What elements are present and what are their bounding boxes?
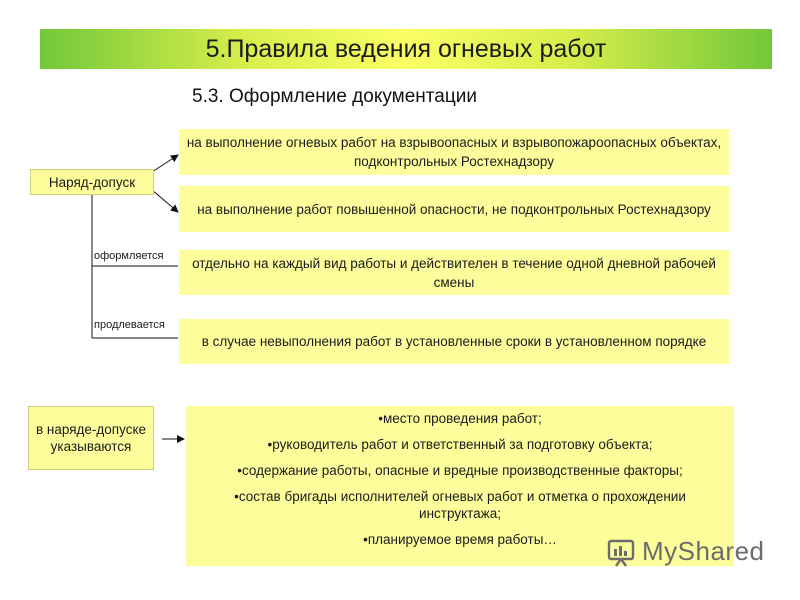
list-item: •планируемое время работы… <box>363 532 557 547</box>
arrow-to-box-1 <box>152 155 178 172</box>
specified-label: в наряде-допуске указываются <box>35 422 147 454</box>
box-per-work-type-text: отдельно на каждый вид работы и действителен в течение одной дневной рабочей смены <box>192 255 716 290</box>
box-per-work-type <box>179 250 729 295</box>
permit-label: Наряд-допуск <box>48 174 136 190</box>
arrow-to-box-2 <box>152 190 178 212</box>
label-extended: продлевается <box>94 319 165 331</box>
watermark-text: MyShared <box>642 536 765 566</box>
watermark <box>606 536 765 567</box>
list-item: •место проведения работ; <box>378 411 542 426</box>
box-high-danger-works <box>179 186 729 232</box>
permit-label-box <box>30 169 154 195</box>
box-extension-case <box>179 319 729 364</box>
list-item: •руководитель работ и ответственный за подготовку объекта; <box>267 437 653 452</box>
section-subtitle: 5.3. Оформление документации <box>192 86 477 107</box>
list-item: •содержание работы, опасные и вредные производственные факторы; <box>237 463 683 478</box>
box-explosive-objects-text: на выполнение огневых работ на взрывоопасных и взрывопожароопасных объектах, подконтрольных Ростехнадзору <box>186 135 722 169</box>
list-item: •состав бригады исполнителей огневых работ и отметка о прохождении инструктажа; <box>234 489 686 521</box>
box-high-danger-works-text: на выполнение работ повышенной опасности, не подконтрольных Ростехнадзору <box>197 201 711 217</box>
label-issued: оформляется <box>94 250 164 262</box>
myshared-logo-icon <box>606 537 636 567</box>
page-title: 5.Правила ведения огневых работ <box>205 34 607 63</box>
box-extension-case-text: в случае невыполнения работ в установленные сроки в установленном порядке <box>201 334 707 349</box>
box-explosive-objects <box>179 129 729 175</box>
specified-label-box <box>28 406 154 470</box>
